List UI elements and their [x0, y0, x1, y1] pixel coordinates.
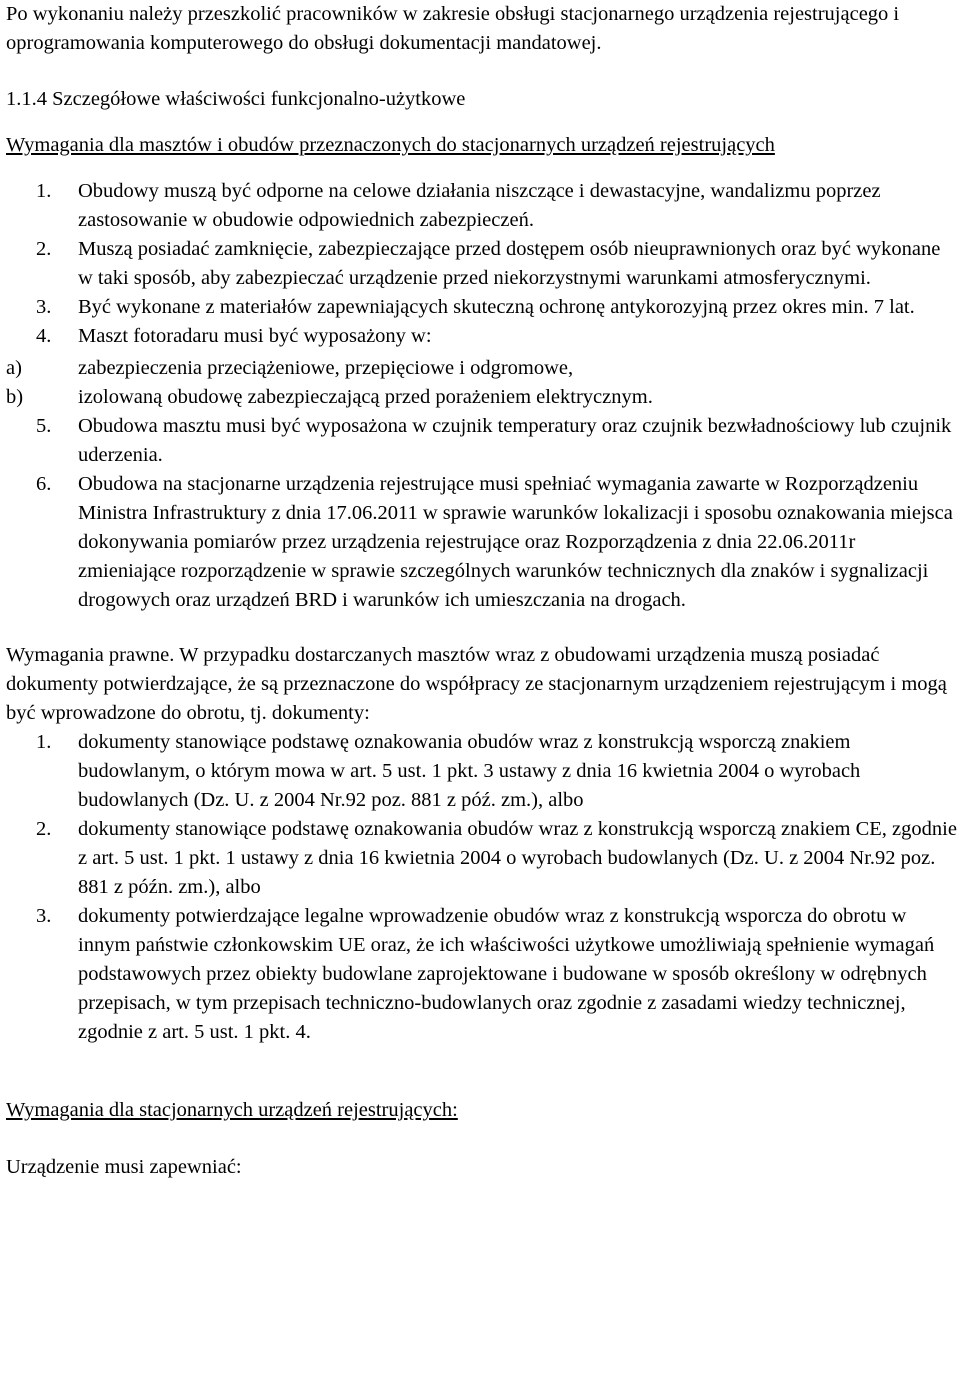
list-marker: a): [6, 357, 22, 379]
list-marker: 3.: [36, 905, 52, 927]
list-item: [6, 412, 958, 470]
list-item: [6, 293, 958, 322]
list-item: [6, 383, 958, 412]
list-item-text: Maszt fotoradaru musi być wyposażony w:: [78, 325, 432, 347]
list-item: [6, 354, 958, 383]
documents-list: [6, 728, 958, 1047]
list-item: [6, 902, 958, 1047]
list-marker: 1.: [36, 180, 52, 202]
legal-requirements-paragraph: Wymagania prawne. W przypadku dostarczanych masztów wraz z obudowami urządzenia muszą posiadać dokumenty potwierdzające, że są przeznaczone do współpracy ze stacjonarnym urządzeniem rejestrującym i mogą być wprowadzone do obrotu, tj. dokumenty:: [6, 644, 947, 724]
recording-devices-heading: Wymagania dla stacjonarnych urządzeń rejestrujących:: [6, 1099, 458, 1121]
masts-housings-subheading: Wymagania dla masztów i obudów przeznaczonych do stacjonarnych urządzeń rejestrujących: [6, 134, 775, 156]
list-item-text: Muszą posiadać zamknięcie, zabezpieczające przed dostępem osób nieuprawnionych oraz być wykonane w taki sposób, aby zabezpieczać urządzenie przed niekorzystnymi warunkami atmosferycznymi.: [78, 238, 941, 289]
list-marker: 1.: [36, 731, 52, 753]
document-page: [6, 0, 958, 1182]
list-marker: 6.: [36, 473, 52, 495]
requirements-list: [6, 177, 958, 615]
list-item-text: Obudowa masztu musi być wyposażona w czujnik temperatury oraz czujnik bezwładnościowy lub czujnik uderzenia.: [78, 415, 952, 466]
list-item-text: dokumenty stanowiące podstawę oznakowania obudów wraz z konstrukcją wsporczą znakiem budowlanym, o którym mowa w art. 5 ust. 1 pkt. 3 ustawy z dnia 16 kwietnia 2004 o wyrobach budowlanych (Dz. U. z 2004 Nr.92 poz. 881 z póź. zm.), albo: [78, 731, 861, 811]
list-item: [6, 470, 958, 615]
list-item-text: izolowaną obudowę zabezpieczającą przed porażeniem elektrycznym.: [78, 386, 653, 408]
list-item: [6, 322, 958, 351]
list-item: [6, 177, 958, 235]
list-marker: 5.: [36, 415, 52, 437]
list-item: [6, 728, 958, 815]
list-item-text: zabezpieczenia przeciążeniowe, przepięciowe i odgromowe,: [78, 357, 574, 379]
list-item-text: Obudowy muszą być odporne na celowe działania niszczące i dewastacyjne, wandalizmu poprzez zastosowanie w obudowie odpowiednich zabezpieczeń.: [78, 180, 881, 231]
device-must-provide-line: Urządzenie musi zapewniać:: [6, 1156, 242, 1178]
intro-paragraph: Po wykonaniu należy przeszkolić pracowników w zakresie obsługi stacjonarnego urządzenia rejestrującego i oprogramowania komputerowego do obsługi dokumentacji mandatowej.: [6, 3, 900, 54]
section-heading: 1.1.4 Szczegółowe właściwości funkcjonalno-użytkowe: [6, 88, 466, 110]
list-item-text: Być wykonane z materiałów zapewniających skuteczną ochronę antykorozyjną przez okres min. 7 lat.: [78, 296, 915, 318]
list-marker: 2.: [36, 818, 52, 840]
list-item: [6, 815, 958, 902]
list-marker: 3.: [36, 296, 52, 318]
list-item-text: dokumenty potwierdzające legalne wprowadzenie obudów wraz z konstrukcją wsporcza do obrotu w innym państwie członkowskim UE oraz, że ich właściwości użytkowe umożliwiają spełnienie wymagań podstawowych przez obiekty budowlane zaprojektowane i budowane w sposób określony w odrębnych przepisach, w tym przepisach techniczno-budowlanych oraz zgodnie z zasadami wiedzy technicznej, zgodnie z art. 5 ust. 1 pkt. 4.: [78, 905, 935, 1043]
list-item-text: Obudowa na stacjonarne urządzenia rejestrujące musi spełniać wymagania zawarte w Rozporządzeniu Ministra Infrastruktury z dnia 17.06.2011 w sprawie warunków lokalizacji i sposobu oznakowania miejsca dokonywania pomiarów przez urządzenia rejestrujące oraz Rozporządzenia z dnia 22.06.2011r zmieniające rozporządzenie w sprawie szczególnych warunków technicznych dla znaków i sygnalizacji drogowych oraz urządzeń BRD i warunków ich umieszczania na drogach.: [78, 473, 953, 611]
list-marker: b): [6, 386, 24, 408]
list-item: [6, 235, 958, 293]
list-item-text: dokumenty stanowiące podstawę oznakowania obudów wraz z konstrukcją wsporczą znakiem CE, zgodnie z art. 5 ust. 1 pkt. 1 ustawy z dnia 16 kwietnia 2004 o wyrobach budowlanych (Dz. U. z 2004 Nr.92 poz. 881 z późn. zm.), albo: [78, 818, 957, 898]
list-marker: 4.: [36, 325, 52, 347]
list-marker: 2.: [36, 238, 52, 260]
